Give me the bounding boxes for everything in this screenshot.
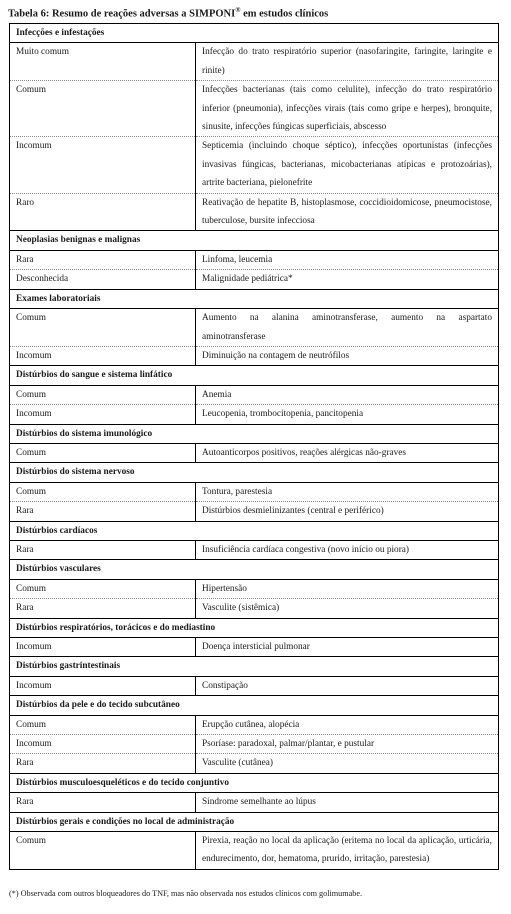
reaction-row [10, 715, 499, 734]
reaction-row [10, 309, 499, 347]
reaction-row [10, 540, 499, 559]
footnote: (*) Observada com outros bloqueadores do TNF, mas não observada nos estudos clínicos com golimumabe. [9, 889, 363, 898]
reaction-row [10, 270, 499, 289]
category-row [10, 560, 499, 579]
reaction-cell: Septicemia (incluindo choque séptico), infecções oportunistas (infecções invasivas fúngicas, bacterianas, micobacterianas atípicas e protozoárias), artrite bacteriana, pielonefrite [196, 137, 499, 193]
reaction-row [10, 137, 499, 193]
table-title-text: Tabela 6: Resumo de reações adversas a SIMPONI [8, 8, 236, 20]
category-row [10, 618, 499, 637]
frequency-cell: Comum [10, 482, 196, 501]
category-label: Infecções e infestações [10, 24, 499, 43]
frequency-cell: Desconhecida [10, 270, 196, 289]
category-row [10, 696, 499, 715]
category-label: Distúrbios gastrintestinais [10, 657, 499, 676]
category-row [10, 366, 499, 385]
frequency-cell: Rara [10, 793, 196, 812]
reaction-row [10, 676, 499, 695]
reaction-row [10, 346, 499, 365]
reaction-cell: Erupção cutânea, alopécia [196, 715, 499, 734]
reaction-cell: Vasculite (cutânea) [196, 754, 499, 773]
frequency-cell: Comum [10, 385, 196, 404]
reaction-cell: Constipação [196, 676, 499, 695]
reaction-cell: Síndrome semelhante ao lúpus [196, 793, 499, 812]
reaction-row [10, 735, 499, 754]
reaction-cell: Pirexia, reação no local da aplicação (eritema no local da aplicação, urticária, endurecimento, dor, hematoma, prurido, irritação, parestesia) [196, 832, 499, 870]
category-row [10, 424, 499, 443]
reaction-cell: Malignidade pediátrica* [196, 270, 499, 289]
reaction-row [10, 193, 499, 231]
category-row [10, 24, 499, 43]
frequency-cell: Comum [10, 309, 196, 347]
reaction-cell: Leucopenia, trombocitopenia, pancitopenia [196, 405, 499, 424]
frequency-cell: Incomum [10, 346, 196, 365]
reaction-cell: Distúrbios desmielinizantes (central e periférico) [196, 502, 499, 521]
category-row [10, 773, 499, 792]
category-label: Distúrbios vasculares [10, 560, 499, 579]
frequency-cell: Muito comum [10, 43, 196, 81]
reaction-cell: Linfoma, leucemia [196, 250, 499, 269]
reaction-cell: Infecção do trato respiratório superior (nasofaringite, faringite, laringite e rinite) [196, 43, 499, 81]
reaction-row [10, 443, 499, 462]
adverse-reactions-table [9, 23, 499, 870]
frequency-cell: Comum [10, 443, 196, 462]
frequency-cell: Rara [10, 754, 196, 773]
category-row [10, 521, 499, 540]
reaction-cell: Tontura, parestesia [196, 482, 499, 501]
reaction-cell: Anemia [196, 385, 499, 404]
category-label: Distúrbios musculoesqueléticos e do tecido conjuntivo [10, 773, 499, 792]
reaction-row [10, 43, 499, 81]
category-row [10, 812, 499, 831]
category-label: Distúrbios do sistema nervoso [10, 463, 499, 482]
reaction-row [10, 405, 499, 424]
reaction-row [10, 638, 499, 657]
reaction-row [10, 754, 499, 773]
reaction-row [10, 793, 499, 812]
table-body [10, 24, 499, 870]
category-row [10, 463, 499, 482]
reaction-cell: Diminuição na contagem de neutrófilos [196, 346, 499, 365]
table-title [8, 6, 328, 20]
reaction-row [10, 599, 499, 618]
reaction-row [10, 250, 499, 269]
reaction-cell: Reativação de hepatite B, histoplasmose, coccidioidomicose, pneumocistose, tuberculose, bursite infecciosa [196, 193, 499, 231]
category-row [10, 231, 499, 250]
reaction-row [10, 832, 499, 870]
reaction-row [10, 81, 499, 137]
category-label: Distúrbios do sangue e sistema linfático [10, 366, 499, 385]
reaction-cell: Vasculite (sistêmica) [196, 599, 499, 618]
category-label: Distúrbios gerais e condições no local de administração [10, 812, 499, 831]
category-row [10, 289, 499, 308]
table-title-tail: em estudos clínicos [240, 8, 329, 20]
frequency-cell: Raro [10, 193, 196, 231]
category-row [10, 657, 499, 676]
category-label: Distúrbios respiratórios, torácicos e do mediastino [10, 618, 499, 637]
frequency-cell: Rara [10, 599, 196, 618]
reaction-row [10, 482, 499, 501]
reaction-cell: Psoríase: paradoxal, palmar/plantar, e pustular [196, 735, 499, 754]
frequency-cell: Rara [10, 540, 196, 559]
category-label: Distúrbios da pele e do tecido subcutâneo [10, 696, 499, 715]
frequency-cell: Incomum [10, 405, 196, 424]
reaction-row [10, 385, 499, 404]
frequency-cell: Comum [10, 81, 196, 137]
category-label: Distúrbios cardíacos [10, 521, 499, 540]
frequency-cell: Incomum [10, 735, 196, 754]
reaction-cell: Infecções bacterianas (tais como celulite), infecção do trato respiratório inferior (pneumonia), infecções virais (tais como gripe e herpes), bronquite, sinusite, infecções fúngicas superficiais, abscesso [196, 81, 499, 137]
reaction-cell: Insuficiência cardíaca congestiva (novo início ou piora) [196, 540, 499, 559]
frequency-cell: Comum [10, 579, 196, 598]
category-label: Exames laboratoriais [10, 289, 499, 308]
category-label: Distúrbios do sistema imunológico [10, 424, 499, 443]
frequency-cell: Comum [10, 715, 196, 734]
reaction-row [10, 579, 499, 598]
frequency-cell: Incomum [10, 137, 196, 193]
frequency-cell: Comum [10, 832, 196, 870]
frequency-cell: Incomum [10, 638, 196, 657]
frequency-cell: Rara [10, 250, 196, 269]
registered-mark: ® [235, 6, 241, 14]
reaction-cell: Hipertensão [196, 579, 499, 598]
reaction-cell: Doença intersticial pulmonar [196, 638, 499, 657]
frequency-cell: Incomum [10, 676, 196, 695]
reaction-row [10, 502, 499, 521]
reaction-cell: Autoanticorpos positivos, reações alérgicas não-graves [196, 443, 499, 462]
reaction-cell: Aumento na alanina aminotransferase, aumento na aspartato aminotransferase [196, 309, 499, 347]
category-label: Neoplasias benignas e malignas [10, 231, 499, 250]
frequency-cell: Rara [10, 502, 196, 521]
